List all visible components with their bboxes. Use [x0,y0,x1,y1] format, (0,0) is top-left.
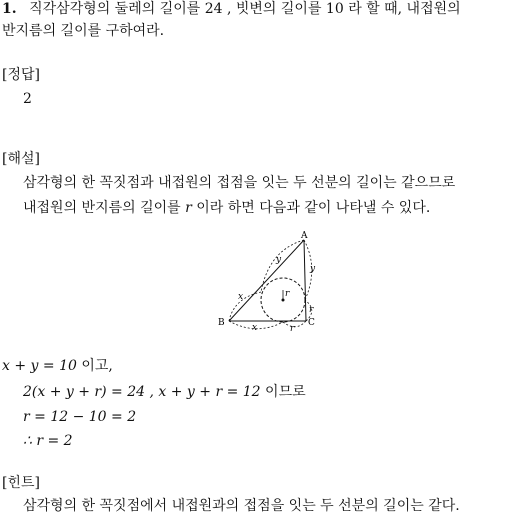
vertex-label-B: B [218,318,225,328]
arc-B-left [229,292,261,321]
hint-header: [힌트] [2,475,40,491]
hint-text: 삼각형의 한 꼭짓점에서 내접원과의 접점을 잇는 두 선분의 길이는 같다. [23,498,460,514]
solution-header: [해설] [2,151,40,167]
label-y-leg: y [310,264,316,274]
problem-text: 직각삼각형의 둘레의 길이를 24 , 빗변의 길이를 10 라 할 때, 내접원의 [29,1,461,17]
incircle-triangle-figure [214,228,324,338]
problem-line-1 [2,0,461,18]
label-r-base: r [290,324,295,334]
problem-line-2: 반지름의 길이를 구하여라. [2,23,165,39]
equation-2: 2(x + y + r) = 24 , x + y + r = 12 이므로 [23,384,306,400]
answer-header: [정답] [2,67,40,83]
label-x-hyp: x [238,292,244,302]
label-r-center: r [285,289,290,299]
equation-1: x + y = 10 이고, [2,358,113,374]
leg-line [304,240,306,321]
label-x-base: x [252,323,258,333]
problem-number: 1. [2,1,17,17]
solution-line-1: 삼각형의 한 꼭짓점과 내접원의 접점을 잇는 두 선분의 길이는 같으므로 [23,175,456,191]
vertex-label-A: A [301,231,308,241]
radius-variable: r [185,200,192,216]
equation-4: ∴ r = 2 [23,433,73,449]
label-r-leg: r [309,305,314,315]
vertex-label-C: C [308,318,315,328]
solution-line-2: 내접원의 반지름의 길이를 r 이라 하면 다음과 같이 나타낼 수 있다. [23,200,431,216]
hypotenuse-line [229,240,304,321]
answer-value: 2 [23,91,32,107]
label-y-hyp: y [276,255,282,265]
equation-3: r = 12 − 10 = 2 [23,409,137,425]
